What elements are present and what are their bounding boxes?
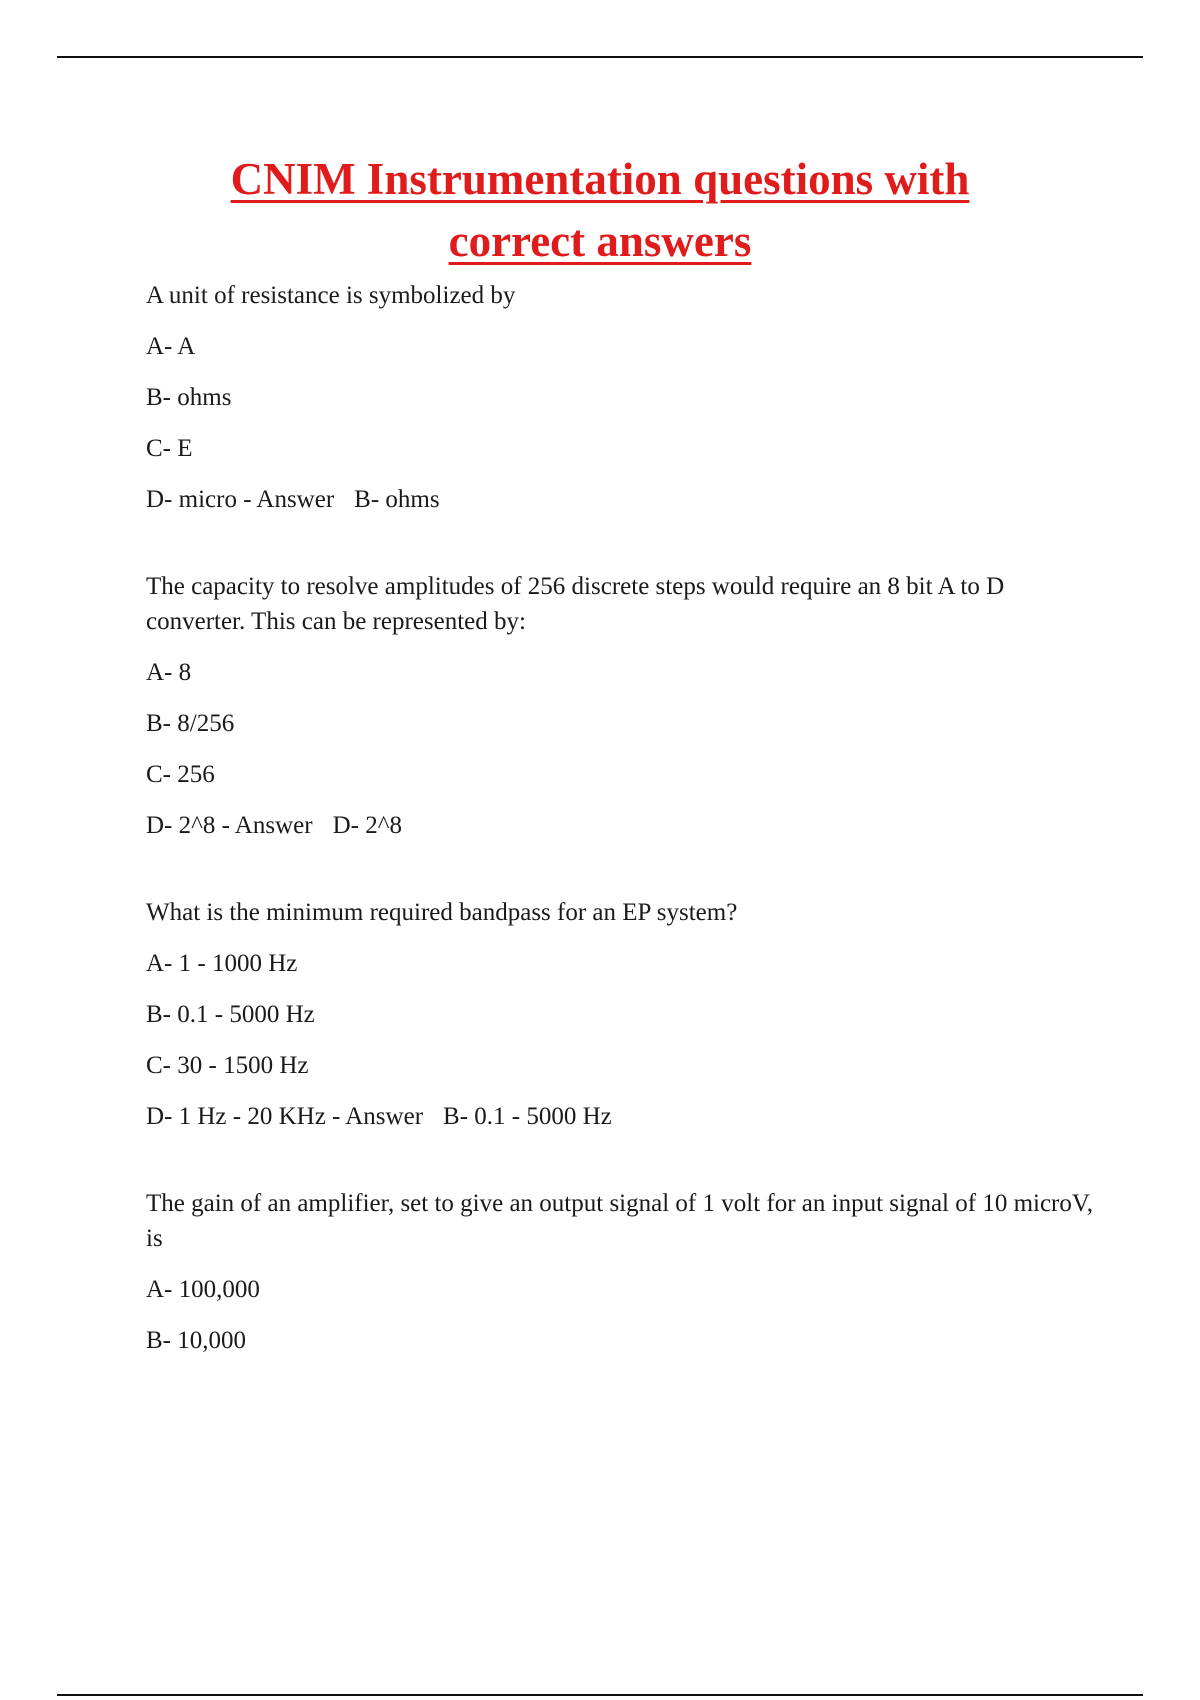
option-b: B- 0.1 - 5000 Hz xyxy=(146,1001,315,1028)
option-d-with-answer xyxy=(146,1099,1106,1134)
top-rule xyxy=(57,56,1143,58)
option-c: C- 30 - 1500 Hz xyxy=(146,1052,309,1079)
document-title xyxy=(100,148,1100,272)
question-text: What is the minimum required bandpass for an EP system? xyxy=(146,899,738,926)
question-4 xyxy=(146,1186,1106,1358)
question-2 xyxy=(146,569,1106,843)
title-line-1: CNIM Instrumentation questions with xyxy=(230,154,970,204)
option-d: D- 1 Hz - 20 KHz - Answer xyxy=(146,1103,424,1130)
bottom-rule xyxy=(57,1694,1143,1696)
question-list xyxy=(146,278,1106,1358)
title-line-2: correct answers xyxy=(448,216,752,266)
option-d: D- micro - Answer xyxy=(146,486,335,513)
option-d-with-answer xyxy=(146,808,1106,843)
option-d: D- 2^8 - Answer xyxy=(146,812,313,839)
option-b: B- 10,000 xyxy=(146,1327,246,1354)
option-b: B- 8/256 xyxy=(146,710,235,737)
option-d-with-answer xyxy=(146,482,1106,517)
option-c: C- 256 xyxy=(146,761,215,788)
question-3 xyxy=(146,895,1106,1134)
option-b: B- ohms xyxy=(146,384,232,411)
option-a: A- 100,000 xyxy=(146,1276,260,1303)
option-a: A- A xyxy=(146,333,196,360)
question-text: The gain of an amplifier, set to give an output signal of 1 volt for an input signal of 10 microV, is xyxy=(146,1190,1093,1252)
question-1 xyxy=(146,278,1106,517)
question-text: A unit of resistance is symbolized by xyxy=(146,282,516,309)
question-text: The capacity to resolve amplitudes of 256 discrete steps would require an 8 bit A to D converter. This can be represented by: xyxy=(146,573,1005,635)
answer: D- 2^8 xyxy=(332,812,402,839)
option-c: C- E xyxy=(146,435,193,462)
option-a: A- 8 xyxy=(146,659,192,686)
option-a: A- 1 - 1000 Hz xyxy=(146,950,298,977)
answer: B- 0.1 - 5000 Hz xyxy=(443,1103,612,1130)
answer: B- ohms xyxy=(354,486,440,513)
